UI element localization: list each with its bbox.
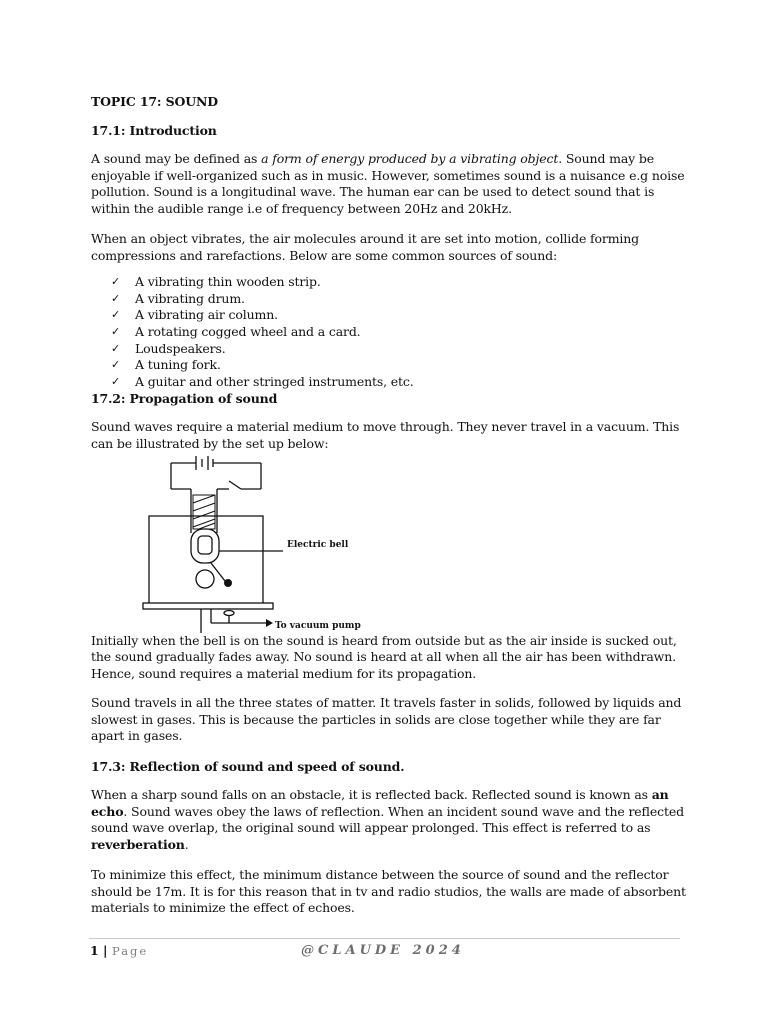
footer-brand: @CLAUDE 2024 <box>301 943 465 958</box>
page-separator: | <box>98 943 112 958</box>
reverberation-term: reverberation <box>91 837 185 853</box>
list-item: ✓ A vibrating air column. <box>111 307 278 323</box>
list-item: ✓ Loudspeakers. <box>111 340 226 356</box>
checkmark-icon: ✓ <box>111 308 121 322</box>
checkmark-icon: ✓ <box>111 325 121 338</box>
section-heading-introduction: 17.1: Introduction <box>91 123 217 138</box>
sound-definition: a form of energy produced by a vibrating object <box>261 151 559 166</box>
intro-paragraph <box>91 151 687 218</box>
list-item: ✓ A vibrating drum. <box>111 290 245 306</box>
checkmark-icon: ✓ <box>111 374 121 388</box>
page-number-block <box>90 943 148 958</box>
checkmark-icon: ✓ <box>111 291 121 305</box>
sound-sources-list <box>91 274 687 390</box>
reflection-paragraph: When a sharp sound falls on an obstacle, it is reflected back. Reflected sound is known as an echo. Sound waves obey the laws of reflection. When an incident sound wave and the reflected sound wave overlap, the original sound will appear prolonged. This effect is referred to as reverberation. <box>91 787 684 853</box>
page-number: 1 <box>90 943 99 958</box>
propagation-paragraph: Sound waves require a material medium to move through. They never travel in a vacuum. This can be illustrated by the set up below: <box>91 419 680 452</box>
document-page <box>91 93 687 917</box>
bell-jar-diagram <box>141 453 441 633</box>
intro-text-b: . Sound may be enjoyable if well-organized such as in music. However, sometimes sound is a nuisance e.g noise pollution. Sound is a longitudinal wave. The human ear can be used to detect sound that is within the audible range i.e of frequency between 20Hz and 20kHz. <box>91 151 685 217</box>
echo-term: an echo <box>91 787 669 819</box>
checkmark-icon: ✓ <box>111 341 121 355</box>
section-heading-reflection: 17.3: Reflection of sound and speed of sound. <box>91 759 405 774</box>
page-footer <box>89 938 680 969</box>
minimize-paragraph: To minimize this effect, the minimum distance between the source of sound and the reflector should be 17m. It is for this reason that in tv and radio studios, the walls are made of absorbent materials to minimize the effect of echoes. <box>91 866 686 916</box>
list-item: ✓ A guitar and other stringed instruments, etc. <box>111 373 414 389</box>
states-of-matter-paragraph: Sound travels in all the three states of matter. It travels faster in solids, followed by liquids and slowest in gases. This is because the particles in solids are close together while they are far apart in gases. <box>91 694 682 744</box>
bell-jar-paragraph: Initially when the bell is on the sound is heard from outside but as the air inside is sucked out, the sound gradually fades away. No sound is heard at all when all the air has been withdrawn. Hence, sound requires a material medium for its propagation. <box>91 632 677 682</box>
section-heading-propagation: 17.2: Propagation of sound <box>91 391 278 407</box>
checkmark-icon: ✓ <box>111 275 121 289</box>
topic-title: TOPIC 17: SOUND <box>91 94 218 109</box>
page-word: Page <box>111 944 149 958</box>
list-item: ✓ A rotating cogged wheel and a card. <box>111 324 361 339</box>
electric-bell-label: Electric bell <box>287 539 349 550</box>
intro-text-a: A sound may be defined as <box>91 151 262 166</box>
vacuum-pump-label: To vacuum pump <box>275 620 361 631</box>
checkmark-icon: ✓ <box>111 358 121 372</box>
list-item: ✓ A tuning fork. <box>111 357 221 373</box>
list-item: ✓ A vibrating thin wooden strip. <box>111 274 321 290</box>
vibration-paragraph: When an object vibrates, the air molecules around it are set into motion, collide forming compressions and rarefactions. Below are some common sources of sound: <box>91 230 640 263</box>
